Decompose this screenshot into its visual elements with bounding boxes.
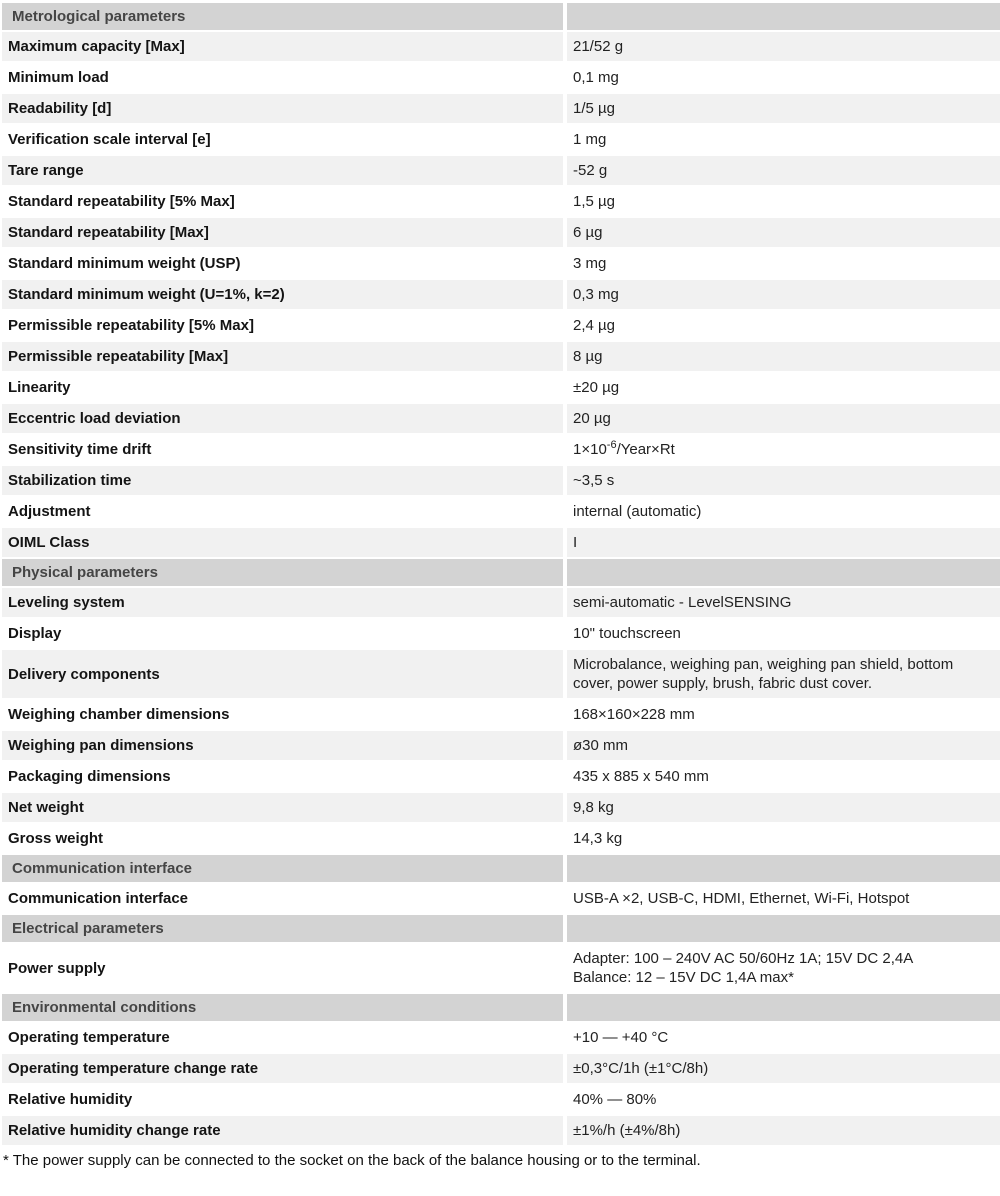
param-label: Net weight: [2, 793, 563, 822]
row-packaging-dimensions: [2, 762, 1000, 791]
param-value: internal (automatic): [567, 497, 1000, 526]
param-value: 40% — 80%: [567, 1085, 1000, 1114]
param-value: 6 µg: [567, 218, 1000, 247]
row-standard-minimum-weight-usp: [2, 249, 1000, 278]
param-label: Eccentric load deviation: [2, 404, 563, 433]
param-label: Operating temperature change rate: [2, 1054, 563, 1083]
param-value: ±0,3°C/1h (±1°C/8h): [567, 1054, 1000, 1083]
section-title: Environmental conditions: [2, 994, 563, 1021]
row-eccentric-load-deviation: [2, 404, 1000, 433]
section-title: Metrological parameters: [2, 3, 563, 30]
param-value: 3 mg: [567, 249, 1000, 278]
formula-exponent: -6: [606, 439, 617, 451]
param-value: -52 g: [567, 156, 1000, 185]
row-adjustment: [2, 497, 1000, 526]
param-value: +10 — +40 °C: [567, 1023, 1000, 1052]
param-value: ~3,5 s: [567, 466, 1000, 495]
param-label: Standard repeatability [Max]: [2, 218, 563, 247]
section-title: Physical parameters: [2, 559, 563, 586]
param-label: Display: [2, 619, 563, 648]
param-label: Minimum load: [2, 63, 563, 92]
param-value: 0,1 mg: [567, 63, 1000, 92]
param-value: 0,3 mg: [567, 280, 1000, 309]
param-value: 1,5 µg: [567, 187, 1000, 216]
footnote: * The power supply can be connected to the socket on the back of the balance housing or to the terminal.: [3, 1152, 701, 1169]
param-value: ±1%/h (±4%/8h): [567, 1116, 1000, 1145]
section-header-metrological-parameters: [2, 3, 1000, 30]
row-leveling-system: [2, 588, 1000, 617]
param-value: 2,4 µg: [567, 311, 1000, 340]
formula-suffix: /Year×Rt: [616, 441, 675, 458]
param-label: Stabilization time: [2, 466, 563, 495]
section-header-electrical-parameters: [2, 915, 1000, 942]
row-display: [2, 619, 1000, 648]
param-label: Weighing chamber dimensions: [2, 700, 563, 729]
row-permissible-repeatability-max: [2, 342, 1000, 371]
row-verification-scale-interval: [2, 125, 1000, 154]
row-operating-temperature: [2, 1023, 1000, 1052]
row-gross-weight: [2, 824, 1000, 853]
row-minimum-load: [2, 63, 1000, 92]
param-value: [567, 435, 1000, 464]
row-maximum-capacity: [2, 32, 1000, 61]
param-label: OIML Class: [2, 528, 563, 557]
section-header-communication-interface: [2, 855, 1000, 882]
row-permissible-repeatability-5pct-max: [2, 311, 1000, 340]
param-label: Linearity: [2, 373, 563, 402]
param-value: 8 µg: [567, 342, 1000, 371]
section-header-spacer: [567, 855, 1000, 882]
param-label: Weighing pan dimensions: [2, 731, 563, 760]
param-label: Relative humidity: [2, 1085, 563, 1114]
row-stabilization-time: [2, 466, 1000, 495]
param-label: Verification scale interval [e]: [2, 125, 563, 154]
param-value: I: [567, 528, 1000, 557]
param-label: Operating temperature: [2, 1023, 563, 1052]
section-header-spacer: [567, 994, 1000, 1021]
section-header-physical-parameters: [2, 559, 1000, 586]
param-label: Sensitivity time drift: [2, 435, 563, 464]
param-value: 21/52 g: [567, 32, 1000, 61]
power-supply-balance-line: Balance: 12 – 15V DC 1,4A max*: [573, 969, 794, 986]
param-label: Delivery components: [2, 650, 563, 698]
section-header-spacer: [567, 915, 1000, 942]
param-label: Packaging dimensions: [2, 762, 563, 791]
param-value: 1 mg: [567, 125, 1000, 154]
param-label: Communication interface: [2, 884, 563, 913]
row-power-supply: [2, 944, 1000, 992]
param-label: Gross weight: [2, 824, 563, 853]
param-label: Leveling system: [2, 588, 563, 617]
param-value: ±20 µg: [567, 373, 1000, 402]
row-relative-humidity: [2, 1085, 1000, 1114]
param-value: semi-automatic - LevelSENSING: [567, 588, 1000, 617]
param-label: Maximum capacity [Max]: [2, 32, 563, 61]
row-standard-repeatability-5pct-max: [2, 187, 1000, 216]
row-communication-interface: [2, 884, 1000, 913]
param-label: Adjustment: [2, 497, 563, 526]
param-label: Standard minimum weight (U=1%, k=2): [2, 280, 563, 309]
param-label: Standard repeatability [5% Max]: [2, 187, 563, 216]
row-oiml-class: [2, 528, 1000, 557]
param-value: 14,3 kg: [567, 824, 1000, 853]
param-label: Permissible repeatability [5% Max]: [2, 311, 563, 340]
param-value: 10" touchscreen: [567, 619, 1000, 648]
section-header-spacer: [567, 3, 1000, 30]
param-label: Relative humidity change rate: [2, 1116, 563, 1145]
row-tare-range: [2, 156, 1000, 185]
param-value: Microbalance, weighing pan, weighing pan shield, bottom cover, power supply, brush, fabric dust cover.: [567, 650, 1000, 698]
param-label: Standard minimum weight (USP): [2, 249, 563, 278]
row-standard-minimum-weight-u1: [2, 280, 1000, 309]
param-value: ø30 mm: [567, 731, 1000, 760]
param-label: Tare range: [2, 156, 563, 185]
param-value: 1/5 µg: [567, 94, 1000, 123]
param-value: 20 µg: [567, 404, 1000, 433]
row-net-weight: [2, 793, 1000, 822]
row-delivery-components: [2, 650, 1000, 698]
param-value: 168×160×228 mm: [567, 700, 1000, 729]
param-value: [567, 944, 1000, 992]
section-title: Electrical parameters: [2, 915, 563, 942]
param-label: Permissible repeatability [Max]: [2, 342, 563, 371]
row-linearity: [2, 373, 1000, 402]
power-supply-adapter-line: Adapter: 100 – 240V AC 50/60Hz 1A; 15V DC 2,4A: [573, 950, 914, 967]
param-value-formula: [573, 440, 990, 459]
row-weighing-pan-dimensions: [2, 731, 1000, 760]
formula-base: 1×10: [573, 441, 607, 458]
section-title: Communication interface: [2, 855, 563, 882]
row-operating-temperature-change-rate: [2, 1054, 1000, 1083]
row-relative-humidity-change-rate: [2, 1116, 1000, 1145]
param-label: Readability [d]: [2, 94, 563, 123]
section-header-environmental-conditions: [2, 994, 1000, 1021]
row-standard-repeatability-max: [2, 218, 1000, 247]
row-weighing-chamber-dimensions: [2, 700, 1000, 729]
param-label: Power supply: [2, 944, 563, 992]
row-readability: [2, 94, 1000, 123]
param-value: USB-A ×2, USB-C, HDMI, Ethernet, Wi-Fi, Hotspot: [567, 884, 1000, 913]
param-value: 435 x 885 x 540 mm: [567, 762, 1000, 791]
row-sensitivity-time-drift: [2, 435, 1000, 464]
param-value: 9,8 kg: [567, 793, 1000, 822]
section-header-spacer: [567, 559, 1000, 586]
